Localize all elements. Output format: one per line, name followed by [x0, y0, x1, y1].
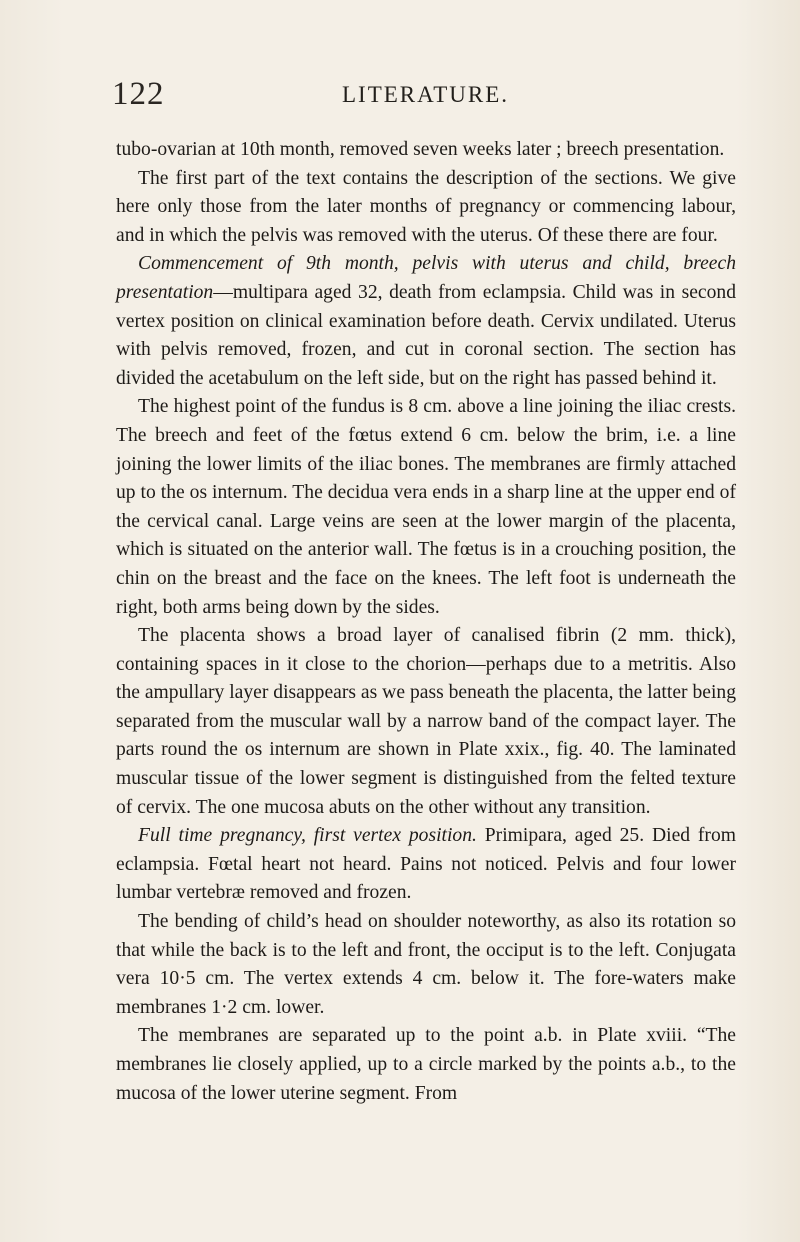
- paragraph: [116, 622, 736, 822]
- paragraph-text: The bending of child’s head on shoulder noteworthy, as also its rotation so that while the back is to the left and front, the occiput is to the left. Conjugata vera 10·5 cm. The vertex extends 4 cm. below it. The fore-waters make membranes 1·2 cm. lower.: [116, 911, 736, 1018]
- paragraph-text: The first part of the text contains the description of the sections. We give here only those from the later months of pregnancy or commencing labour, and in which the pelvis was removed with the uterus. Of these there are four.: [116, 167, 736, 246]
- paragraph-text: tubo-ovarian at 10th month, removed seven weeks later ; breech presentation.: [116, 139, 725, 160]
- paragraph: [116, 822, 736, 908]
- section-heading-italic: Full time pregnancy, first vertex position.: [138, 825, 477, 847]
- paragraph: [116, 165, 736, 251]
- paragraph: [116, 136, 736, 165]
- paragraph-text: Primipara, aged 25. Died from eclampsia. Fœtal heart not heard. Pains not noticed. Pelvis and four lower lumbar vertebræ removed and frozen.: [116, 825, 736, 904]
- paragraph: [116, 393, 736, 622]
- body-text: [116, 136, 736, 1108]
- page-number: 122: [112, 76, 165, 112]
- running-title: LITERATURE.: [342, 82, 510, 107]
- paragraph-text: The highest point of the fundus is 8 cm. above a line joining the iliac crests. The breech and feet of the fœtus extend 6 cm. below the brim, i.e. a line joining the lower limits of the iliac bones. The membranes are firmly attached up to the os internum. The decidua vera ends in a sharp line at the upper end of the cervical canal. Large veins are seen at the lower margin of the placenta, which is situated on the anterior wall. The fœtus is in a crouching position, the chin on the breast and the face on the knees. The left foot is underneath the right, both arms being down by the sides.: [116, 396, 736, 618]
- paragraph-text: The membranes are separated up to the point a.b. in Plate xviii. “The membranes lie closely applied, up to a circle marked by the points a.b., to the mucosa of the lower uterine segment. From: [116, 1025, 736, 1104]
- paragraph-text: —multipara aged 32, death from eclampsia. Child was in second vertex position on clinical examination before death. Cervix undilated. Uterus with pelvis removed, frozen, and cut in coronal section. The section has divided the acetabulum on the left side, but on the right has passed behind it.: [116, 281, 736, 389]
- paragraph-text: The placenta shows a broad layer of canalised fibrin (2 mm. thick), containing spaces in it close to the chorion—perhaps due to a metritis. Also the ampullary layer disappears as we pass beneath the placenta, the latter being separated from the muscular wall by a narrow band of the compact layer. The parts round the os internum are shown in Plate xxix., fig. 40. The laminated muscular tissue of the lower segment is distinguished from the felted texture of cervix. The one mucosa abuts on the other without any transition.: [116, 625, 736, 818]
- paragraph: [116, 1022, 736, 1108]
- section-heading-italic: Commencement of 9th month, pelvis with uterus and child, breech presentation: [116, 253, 736, 303]
- paragraph: [116, 908, 736, 1022]
- paragraph: [116, 250, 736, 393]
- page-header: [112, 76, 742, 116]
